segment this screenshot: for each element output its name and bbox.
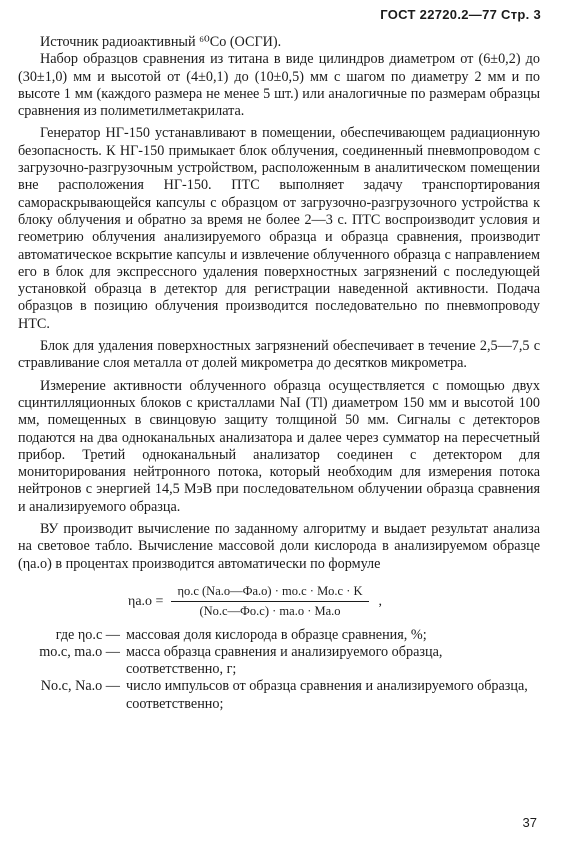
definition-term: где ηо.с — [55, 626, 120, 643]
formula-numerator: ηо.с (Nа.о—Фа.о) · mо.с · Mо.с · K [171, 583, 368, 602]
definitions-list [18, 627, 540, 713]
page-number: 37 [522, 815, 537, 830]
definition-term: mо.с, mа.о — [39, 643, 120, 660]
page-header: ГОСТ 22720.2—77 Стр. 3 [380, 7, 541, 22]
paragraph: Измерение активности облученного образца осуществляется с помощью двух сцинтилляционных блоков с кристаллами NaI (Tl) диаметром 150 мм и высотой 100 мм, помещенных в свинцовую защиту толщиной 50 мм. Сигналы с детекторов подаются на два одноканальных анализатора и далее через сумматор на пересчетный прибор. Третий одноканальный анализатор соединен с детектором для мониторирования нейтронного потока, который необходим для измерения потока нейтронов с энергией 14,5 МэВ при последовательном облучении образца сравнения и анализируемого образца. [18, 377, 540, 515]
document-body [18, 34, 540, 713]
definition-item [18, 678, 540, 713]
definition-term: Nо.с, Nа.о — [40, 678, 120, 695]
paragraph: ВУ производит вычисление по заданному алгоритму и выдает результат анализа на световое табло. Вычисление массовой доли кислорода в анализируемом образце (ηа.о) в процентах производится автоматически по формуле [18, 521, 540, 572]
definition-item [18, 627, 540, 644]
paragraph: Генератор НГ-150 устанавливают в помещении, обеспечивающем радиационную безопасность. К НГ-150 примыкает блок облучения, соединенный пневмопроводом с загрузочно-разгрузочным устройством, расположенным в аналитическом помещении вне расположения НГ-150. ПТС выполняет задачу транспортирования самораскрывающейся капсулы с образцом от загрузочно-разгрузочного устройства к блоку облучения и обратно за время не более 2—3 с. ПТС воспроизводит условия и геометрию облучения анализируемого образца и образца сравнения, производит автоматическое вскрытие капсулы и извлечение облученного образца с направлением его в блок для экспрессного удаления поверхностных загрязнений с последующей установкой образца в детектор для регистрации наведенной активности. Подача образцов в позицию облучения производится последовательно по пневмопроводу НТС. [18, 125, 540, 332]
formula-fraction [171, 583, 368, 621]
formula [128, 583, 540, 621]
definition-item [18, 644, 540, 679]
formula-trailing: , [378, 594, 383, 610]
paragraph: Источник радиоактивный ⁶⁰Co (ОСГИ). [40, 34, 282, 50]
paragraph: Блок для удаления поверхностных загрязнений обеспечивает в течение 2,5—7,5 с стравливание слоя металла от долей микрометра до десятков микрометра. [18, 338, 540, 372]
formula-denominator: (Nо.с—Фо.с) · mа.о · Mа.о [199, 604, 341, 619]
formula-lhs: ηа.о = [128, 594, 164, 610]
paragraph: Набор образцов сравнения из титана в виде цилиндров диаметром от (6±0,2) до (30±1,0) мм и высотой от (4±0,1) до (10±0,5) мм с шагом по диаметру 2 мм и по высоте 1 мм (каждого размера не менее 5 шт.) или аналогичные по размерам образцы сравнения из полиметилметакрилата. [18, 51, 540, 120]
definition-text: массовая доля кислорода в образце сравнения, %; [126, 626, 427, 643]
definition-text: масса образца сравнения и анализируемого образца, соответственно, г; [126, 643, 443, 678]
definition-text: число импульсов от образца сравнения и анализируемого образца, соответственно; [126, 678, 528, 712]
